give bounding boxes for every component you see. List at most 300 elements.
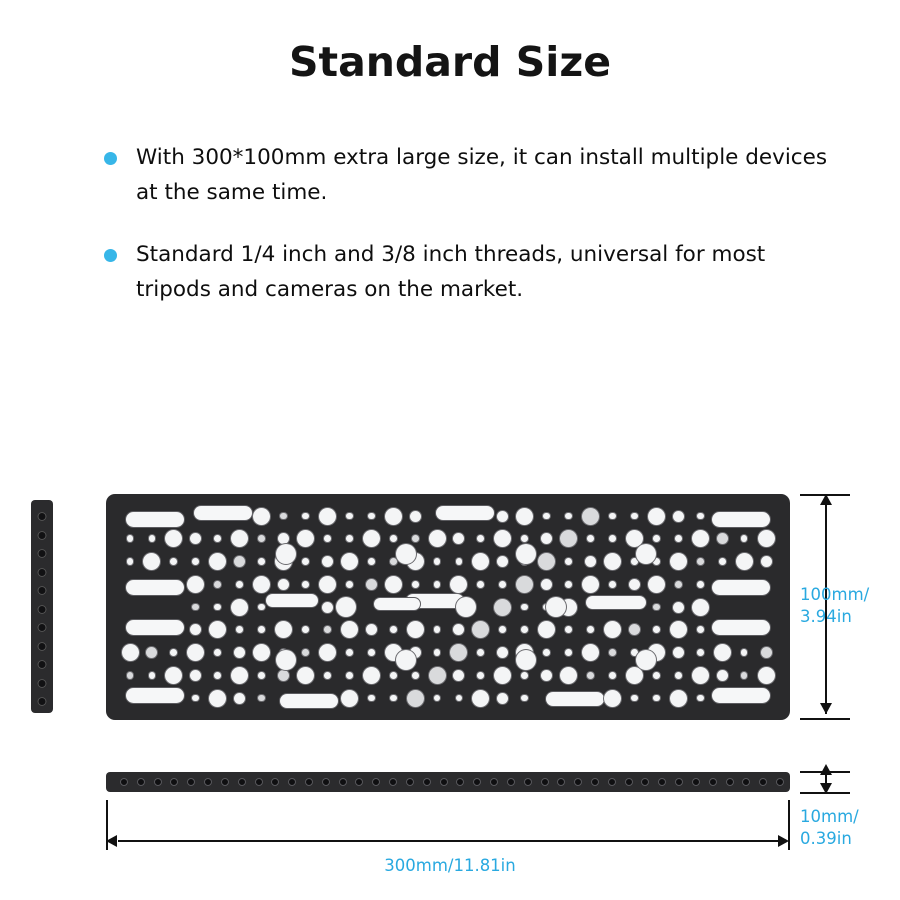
mounting-slot <box>126 580 184 595</box>
thread-hole-small <box>410 511 421 522</box>
edge-thread-hole <box>541 778 549 786</box>
edge-thread-hole <box>204 778 212 786</box>
thread-hole-large <box>758 667 775 684</box>
thread-hole-small <box>127 535 134 542</box>
bullet-dot-icon <box>104 249 117 262</box>
thread-hole-small <box>278 579 289 590</box>
list-item <box>100 140 840 211</box>
edge-thread-hole <box>288 778 296 786</box>
thread-hole-large <box>604 690 621 707</box>
edge-thread-hole <box>120 778 128 786</box>
cheese-plate-side-view <box>31 500 53 713</box>
mounting-slot <box>126 512 184 527</box>
thread-hole-small <box>497 647 508 658</box>
thread-hole-small <box>565 558 572 565</box>
thread-hole-small <box>258 558 265 565</box>
edge-thread-hole <box>473 778 481 786</box>
edge-thread-hole <box>221 778 229 786</box>
thread-hole-small <box>390 672 397 679</box>
thread-hole-large <box>516 650 536 670</box>
thread-hole-small <box>673 511 684 522</box>
thread-hole-large <box>636 544 656 564</box>
thread-hole-large <box>407 621 424 638</box>
thickness-dimension-value-2: 0.39in <box>800 828 852 848</box>
thread-hole-large <box>363 530 380 547</box>
thread-hole-small <box>609 535 616 542</box>
thread-hole-large <box>516 576 533 593</box>
thread-hole-large <box>538 621 555 638</box>
thread-hole-small <box>717 670 728 681</box>
thread-hole-large <box>560 667 577 684</box>
thread-hole-small <box>214 581 221 588</box>
thread-hole-small <box>653 535 660 542</box>
edge-thread-hole <box>406 778 414 786</box>
mounting-slot <box>712 688 770 703</box>
thread-hole-large <box>143 553 160 570</box>
mounting-slot <box>586 596 646 609</box>
thread-hole-small <box>278 533 289 544</box>
thread-hole-small <box>631 695 638 702</box>
thread-hole-large <box>396 544 416 564</box>
thread-hole-small <box>521 672 528 679</box>
thread-hole-small <box>368 695 375 702</box>
thread-hole-large <box>122 644 139 661</box>
thread-hole-large <box>692 667 709 684</box>
thread-hole-small <box>609 513 616 520</box>
thickness-dimension-label <box>800 806 890 850</box>
thread-hole-large <box>648 508 665 525</box>
thread-hole-small <box>258 604 265 611</box>
edge-thread-hole <box>440 778 448 786</box>
thread-hole-small <box>149 535 156 542</box>
thread-hole-small <box>302 513 309 520</box>
thread-hole-small <box>412 535 419 542</box>
edge-thread-hole <box>524 778 532 786</box>
thread-hole-large <box>472 553 489 570</box>
thread-hole-large <box>546 597 566 617</box>
thread-hole-small <box>368 558 375 565</box>
edge-thread-hole <box>305 778 313 786</box>
thread-hole-small <box>366 579 377 590</box>
thread-hole-large <box>450 644 467 661</box>
thread-hole-small <box>497 511 508 522</box>
thread-hole-small <box>456 695 463 702</box>
thread-hole-large <box>231 530 248 547</box>
product-diagram <box>0 470 900 900</box>
thread-hole-small <box>565 649 572 656</box>
thread-hole-small <box>609 672 616 679</box>
thread-hole-large <box>582 508 599 525</box>
thread-hole-large <box>319 644 336 661</box>
thread-hole-small <box>453 670 464 681</box>
edge-thread-hole <box>372 778 380 786</box>
cheese-plate-edge-view <box>106 772 790 792</box>
thread-hole-large <box>341 690 358 707</box>
thread-hole-small <box>170 649 177 656</box>
side-thread-hole <box>38 512 47 521</box>
thread-hole-large <box>582 644 599 661</box>
side-thread-hole <box>38 605 47 614</box>
thread-hole-small <box>412 672 419 679</box>
thread-hole-small <box>324 672 331 679</box>
thread-hole-small <box>629 624 640 635</box>
edge-thread-hole <box>709 778 717 786</box>
side-thread-hole <box>38 660 47 669</box>
thread-hole-small <box>761 647 772 658</box>
thread-hole-large <box>187 644 204 661</box>
thread-hole-large <box>336 597 356 617</box>
thread-hole-small <box>280 513 287 520</box>
edge-thread-hole <box>591 778 599 786</box>
thread-hole-small <box>499 626 506 633</box>
thread-hole-large <box>494 530 511 547</box>
thread-hole-small <box>541 579 552 590</box>
edge-thread-hole <box>557 778 565 786</box>
thread-hole-small <box>192 604 199 611</box>
edge-thread-hole <box>692 778 700 786</box>
thread-hole-small <box>521 695 528 702</box>
thread-hole-small <box>675 672 682 679</box>
feature-bullet-list <box>100 140 840 334</box>
thread-hole-large <box>472 621 489 638</box>
edge-thread-hole <box>423 778 431 786</box>
thread-hole-small <box>302 649 309 656</box>
thread-hole-large <box>472 690 489 707</box>
edge-thread-hole <box>776 778 784 786</box>
thread-hole-small <box>322 602 333 613</box>
thread-hole-small <box>302 626 309 633</box>
thread-hole-large <box>692 599 709 616</box>
thread-hole-small <box>146 647 157 658</box>
thread-hole-small <box>149 672 156 679</box>
thread-hole-small <box>477 581 484 588</box>
thread-hole-large <box>385 508 402 525</box>
thread-hole-large <box>231 667 248 684</box>
page-title: Standard Size <box>288 38 612 86</box>
thread-hole-large <box>494 599 511 616</box>
thread-hole-small <box>697 626 704 633</box>
thread-hole-small <box>214 649 221 656</box>
thread-hole-small <box>278 670 289 681</box>
thread-hole-large <box>396 650 416 670</box>
edge-thread-hole <box>355 778 363 786</box>
thread-hole-small <box>587 672 594 679</box>
edge-thread-hole <box>726 778 734 786</box>
thread-hole-small <box>697 513 704 520</box>
edge-thread-hole <box>271 778 279 786</box>
thread-hole-large <box>670 690 687 707</box>
thread-hole-large <box>516 544 536 564</box>
thread-hole-small <box>234 693 245 704</box>
thread-hole-large <box>385 576 402 593</box>
thread-hole-small <box>324 626 331 633</box>
thread-hole-small <box>170 558 177 565</box>
thread-hole-large <box>604 553 621 570</box>
height-tick-bottom <box>800 718 850 720</box>
thread-hole-large <box>209 553 226 570</box>
width-tick-right <box>788 800 790 850</box>
thread-hole-large <box>407 690 424 707</box>
height-dimension-value-2: 3.94in <box>800 606 852 626</box>
height-dimension-label <box>800 584 890 628</box>
thread-hole-small <box>453 533 464 544</box>
edge-thread-hole <box>625 778 633 786</box>
thread-hole-small <box>258 535 265 542</box>
thickness-arrowhead-top <box>820 764 832 775</box>
thread-hole-large <box>165 530 182 547</box>
thread-hole-small <box>190 670 201 681</box>
thread-hole-small <box>741 535 748 542</box>
mounting-slot <box>126 688 184 703</box>
thickness-dimension-value-1: 10mm/ <box>800 807 859 826</box>
thread-hole-small <box>653 695 660 702</box>
edge-thread-hole <box>675 778 683 786</box>
thread-hole-small <box>368 513 375 520</box>
thread-hole-small <box>390 695 397 702</box>
thread-hole-large <box>494 667 511 684</box>
thread-hole-small <box>346 581 353 588</box>
list-item <box>100 237 840 308</box>
bullet-text: With 300*100mm extra large size, it can install multiple devices at the same time. <box>136 145 828 206</box>
thread-hole-large <box>363 667 380 684</box>
thread-hole-small <box>434 649 441 656</box>
mounting-slot <box>712 620 770 635</box>
thread-hole-large <box>253 644 270 661</box>
edge-thread-hole <box>339 778 347 786</box>
thread-hole-large <box>297 530 314 547</box>
thread-hole-small <box>609 581 616 588</box>
thread-hole-large <box>648 576 665 593</box>
thread-hole-small <box>190 533 201 544</box>
mounting-slot <box>126 620 184 635</box>
thread-hole-large <box>253 508 270 525</box>
thread-hole-small <box>127 672 134 679</box>
mounting-slot <box>712 512 770 527</box>
thread-hole-small <box>390 626 397 633</box>
thread-hole-small <box>324 535 331 542</box>
thread-hole-large <box>319 508 336 525</box>
thread-hole-large <box>209 621 226 638</box>
thread-hole-small <box>434 558 441 565</box>
side-thread-hole <box>38 697 47 706</box>
thread-hole-large <box>582 576 599 593</box>
thread-hole-small <box>346 513 353 520</box>
thread-hole-small <box>390 558 397 565</box>
thread-hole-large <box>429 667 446 684</box>
thread-hole-small <box>434 626 441 633</box>
thread-hole-small <box>673 647 684 658</box>
side-thread-hole <box>38 679 47 688</box>
thread-hole-small <box>192 695 199 702</box>
thread-hole-small <box>456 558 463 565</box>
side-thread-hole <box>38 586 47 595</box>
thread-hole-small <box>541 670 552 681</box>
thread-hole-small <box>127 558 134 565</box>
thread-hole-small <box>258 695 265 702</box>
thread-hole-small <box>653 626 660 633</box>
edge-thread-hole <box>759 778 767 786</box>
side-thread-hole <box>38 642 47 651</box>
thread-hole-small <box>697 558 704 565</box>
thread-hole-small <box>477 649 484 656</box>
thread-hole-large <box>736 553 753 570</box>
thread-hole-large <box>450 576 467 593</box>
thread-hole-small <box>565 581 572 588</box>
thread-hole-small <box>366 624 377 635</box>
edge-thread-hole <box>170 778 178 786</box>
thread-hole-large <box>714 644 731 661</box>
thread-hole-small <box>761 556 772 567</box>
thread-hole-large <box>636 650 656 670</box>
thread-hole-small <box>629 579 640 590</box>
width-tick-left <box>106 800 108 850</box>
edge-thread-hole <box>574 778 582 786</box>
thread-hole-small <box>346 649 353 656</box>
width-dimension-line <box>118 840 778 842</box>
edge-thread-hole <box>322 778 330 786</box>
height-arrowhead-bottom <box>820 703 832 714</box>
thread-hole-small <box>322 556 333 567</box>
bullet-text: Standard 1/4 inch and 3/8 inch threads, universal for most tripods and cameras on the market. <box>136 241 766 303</box>
height-tick-top <box>800 494 850 496</box>
thread-hole-small <box>234 647 245 658</box>
bullet-dot-icon <box>104 152 117 165</box>
thread-hole-small <box>521 604 528 611</box>
thread-hole-small <box>477 672 484 679</box>
thread-hole-small <box>653 604 660 611</box>
mounting-slot <box>436 506 494 520</box>
thread-hole-small <box>521 535 528 542</box>
thread-hole-small <box>346 672 353 679</box>
thread-hole-large <box>297 667 314 684</box>
mounting-slot <box>374 598 420 610</box>
thread-hole-small <box>214 672 221 679</box>
side-thread-hole <box>38 549 47 558</box>
thread-hole-small <box>697 649 704 656</box>
thread-hole-large <box>276 650 296 670</box>
thread-hole-small <box>565 513 572 520</box>
thread-hole-small <box>258 626 265 633</box>
edge-thread-hole <box>255 778 263 786</box>
thread-hole-small <box>390 535 397 542</box>
height-dimension-value-1: 100mm/ <box>800 585 870 604</box>
thread-hole-small <box>673 602 684 613</box>
thread-hole-small <box>609 649 616 656</box>
thread-hole-large <box>456 597 476 617</box>
thread-hole-small <box>368 649 375 656</box>
mounting-slot <box>546 692 604 706</box>
thread-hole-small <box>741 649 748 656</box>
thread-hole-small <box>302 581 309 588</box>
thread-hole-small <box>697 695 704 702</box>
thread-hole-large <box>516 508 533 525</box>
edge-thread-hole <box>641 778 649 786</box>
edge-thread-hole <box>389 778 397 786</box>
thread-hole-small <box>258 672 265 679</box>
thread-hole-large <box>341 553 358 570</box>
thread-hole-large <box>319 576 336 593</box>
thread-hole-small <box>412 581 419 588</box>
thread-hole-large <box>429 530 446 547</box>
thread-hole-small <box>190 624 201 635</box>
thread-hole-small <box>543 649 550 656</box>
thread-hole-small <box>585 556 596 567</box>
edge-thread-hole <box>490 778 498 786</box>
edge-thread-hole <box>456 778 464 786</box>
thickness-tick-bottom <box>800 792 850 794</box>
thread-hole-large <box>626 667 643 684</box>
thread-hole-small <box>719 558 726 565</box>
thread-hole-large <box>538 553 555 570</box>
thread-hole-small <box>697 581 704 588</box>
side-thread-hole <box>38 568 47 577</box>
thread-hole-large <box>670 621 687 638</box>
width-dimension-label: 300mm/11.81in <box>384 856 516 875</box>
thread-hole-small <box>434 581 441 588</box>
edge-thread-hole <box>187 778 195 786</box>
side-thread-hole <box>38 531 47 540</box>
thread-hole-large <box>165 667 182 684</box>
thread-hole-large <box>692 530 709 547</box>
thread-hole-small <box>236 626 243 633</box>
edge-thread-hole <box>154 778 162 786</box>
thread-hole-small <box>499 581 506 588</box>
thread-hole-large <box>231 599 248 616</box>
thread-hole-large <box>560 530 577 547</box>
edge-thread-hole <box>608 778 616 786</box>
thread-hole-large <box>758 530 775 547</box>
thread-hole-large <box>275 621 292 638</box>
thread-hole-large <box>187 576 204 593</box>
thread-hole-small <box>717 533 728 544</box>
thread-hole-small <box>236 581 243 588</box>
thread-hole-large <box>253 576 270 593</box>
mounting-slot <box>194 506 252 520</box>
thread-hole-small <box>521 626 528 633</box>
cheese-plate-top-view <box>106 494 790 720</box>
thread-hole-small <box>214 535 221 542</box>
thread-hole-small <box>192 558 199 565</box>
thread-hole-large <box>209 690 226 707</box>
thread-hole-small <box>653 672 660 679</box>
thread-hole-small <box>477 535 484 542</box>
edge-thread-hole <box>742 778 750 786</box>
thread-hole-small <box>631 513 638 520</box>
thread-hole-small <box>541 533 552 544</box>
mounting-slot <box>280 694 338 708</box>
thread-hole-large <box>670 553 687 570</box>
thread-hole-small <box>434 695 441 702</box>
thread-hole-small <box>675 581 682 588</box>
edge-thread-hole <box>238 778 246 786</box>
thread-hole-small <box>497 556 508 567</box>
thread-hole-large <box>341 621 358 638</box>
thickness-tick-top <box>800 771 850 773</box>
thread-hole-small <box>346 535 353 542</box>
thread-hole-small <box>302 558 309 565</box>
thread-hole-small <box>453 624 464 635</box>
thread-hole-small <box>741 672 748 679</box>
thread-hole-small <box>587 535 594 542</box>
thread-hole-small <box>565 626 572 633</box>
edge-thread-hole <box>507 778 515 786</box>
thread-hole-large <box>276 544 296 564</box>
thread-hole-small <box>497 693 508 704</box>
mounting-slot <box>712 580 770 595</box>
thread-hole-small <box>587 626 594 633</box>
thread-hole-small <box>543 513 550 520</box>
thread-hole-small <box>214 604 221 611</box>
